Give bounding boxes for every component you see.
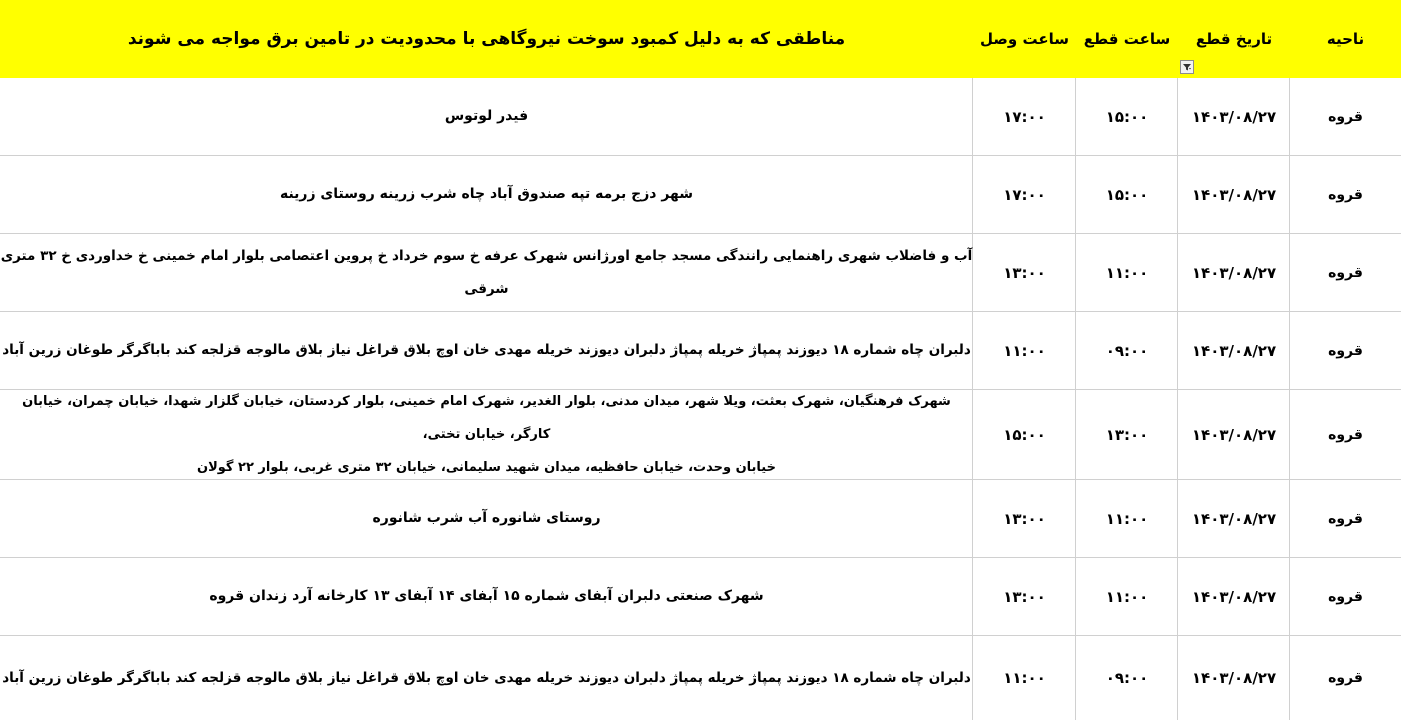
cell-cut-date[interactable]: ۱۴۰۳/۰۸/۲۷ [1191,185,1277,204]
cell-cut-date[interactable]: ۱۴۰۳/۰۸/۲۷ [1191,425,1277,444]
header-cut-date[interactable]: تاریخ قطع [1195,30,1273,48]
cell-cut-time[interactable]: ۱۵:۰۰ [1105,107,1149,126]
cell-areas-line: خیابان وحدت، خیابان حافظیه، میدان شهید سلیمانی، خیابان ۳۲ متری غربی، بلوار ۲۲ گولان [197,460,776,475]
cell-cut-date[interactable]: ۱۴۰۳/۰۸/۲۷ [1191,509,1277,528]
cell-areas[interactable]: دلبران چاه شماره ۱۸ دیوزند پمپاژ خریله پمپاژ دلبران دیوزند خریله مهدی خان اوچ بلاق قراغل نیاز بلاق مالوجه قزلجه کند باباگرگر طوغان زرین آباد [2,669,971,686]
cell-areas[interactable]: فیدر لوتوس [444,108,529,124]
cell-region[interactable]: قروه [1328,342,1363,359]
cell-areas[interactable]: آب و فاضلاب شهری راهنمایی رانندگی مسجد جامع اورژانس شهرک عرفه خ سوم خرداد خ پروین اعتصامی بلوار امام خمینی خ خداوردی خ ۳۲ متری شرقی [0,247,973,297]
cell-areas[interactable]: دلبران چاه شماره ۱۸ دیوزند پمپاژ خریله پمپاژ دلبران دیوزند خریله مهدی خان اوچ بلاق قراغل نیاز بلاق مالوجه قزلجه کند باباگرگر طوغان زرین آباد [2,342,971,358]
cell-connect-time[interactable]: ۱۳:۰۰ [1003,587,1046,606]
cell-cut-date[interactable]: ۱۴۰۳/۰۸/۲۷ [1191,669,1277,687]
cell-cut-time[interactable]: ۰۹:۰۰ [1105,341,1149,360]
cell-areas-line: شهرک فرهنگیان، شهرک بعثت، ویلا شهر، میدان مدنی، بلوار الغدیر، شهرک امام خمینی، بلوار کردستان، خیابان گلزار شهدا، خیابان چمران، خیابان کارگر، خیابان تختی، [22,394,951,442]
header-cut-time[interactable]: ساعت قطع [1083,30,1171,48]
header-row [0,0,1401,78]
cell-connect-time[interactable]: ۱۳:۰۰ [1003,263,1046,282]
header-region[interactable]: ناحیه [1326,30,1365,48]
cell-region[interactable]: قروه [1328,588,1363,605]
cell-connect-time[interactable]: ۱۱:۰۰ [1003,341,1046,360]
cell-region[interactable]: قروه [1328,186,1363,203]
cell-connect-time[interactable]: ۱۷:۰۰ [1003,107,1046,126]
cell-areas[interactable]: روستای شانوره آب شرب شانوره [372,510,601,526]
cell-region[interactable]: قروه [1328,426,1363,443]
cell-cut-time[interactable]: ۱۵:۰۰ [1105,185,1149,204]
cell-cut-time[interactable]: ۱۱:۰۰ [1105,509,1149,528]
cell-connect-time[interactable]: ۱۱:۰۰ [1003,669,1046,687]
header-areas-title[interactable]: مناطقی که به دلیل کمبود سوخت نیروگاهی با محدودیت در تامین برق مواجه می شوند [127,29,846,49]
cell-cut-time[interactable]: ۱۱:۰۰ [1105,587,1149,606]
cell-cut-time[interactable]: ۱۳:۰۰ [1105,425,1149,444]
cell-region[interactable]: قروه [1328,108,1363,125]
cell-cut-date[interactable]: ۱۴۰۳/۰۸/۲۷ [1191,107,1277,126]
cell-cut-time[interactable]: ۱۱:۰۰ [1105,263,1149,282]
cell-region[interactable]: قروه [1328,670,1363,686]
header-connect-time[interactable]: ساعت وصل [980,30,1069,48]
cell-cut-time[interactable]: ۰۹:۰۰ [1105,669,1149,687]
cell-cut-date[interactable]: ۱۴۰۳/۰۸/۲۷ [1191,263,1277,282]
filter-dropdown-icon[interactable] [1180,60,1194,74]
cell-areas[interactable]: شهرک صنعتی دلبران آبفای شماره ۱۵ آبفای ۱۴ آبفای ۱۳ کارخانه آرد زندان قروه [209,588,764,604]
cell-connect-time[interactable]: ۱۵:۰۰ [1003,425,1046,444]
cell-cut-date[interactable]: ۱۴۰۳/۰۸/۲۷ [1191,341,1277,360]
cell-region[interactable]: قروه [1328,264,1363,281]
cell-connect-time[interactable]: ۱۷:۰۰ [1003,185,1046,204]
cell-connect-time[interactable]: ۱۳:۰۰ [1003,509,1046,528]
cell-region[interactable]: قروه [1328,510,1363,527]
cell-areas[interactable]: شهر دزج برمه تپه صندوق آباد چاه شرب زرینه روستای زرینه [279,186,694,202]
cell-cut-date[interactable]: ۱۴۰۳/۰۸/۲۷ [1191,587,1277,606]
cell-areas[interactable] [0,390,973,479]
